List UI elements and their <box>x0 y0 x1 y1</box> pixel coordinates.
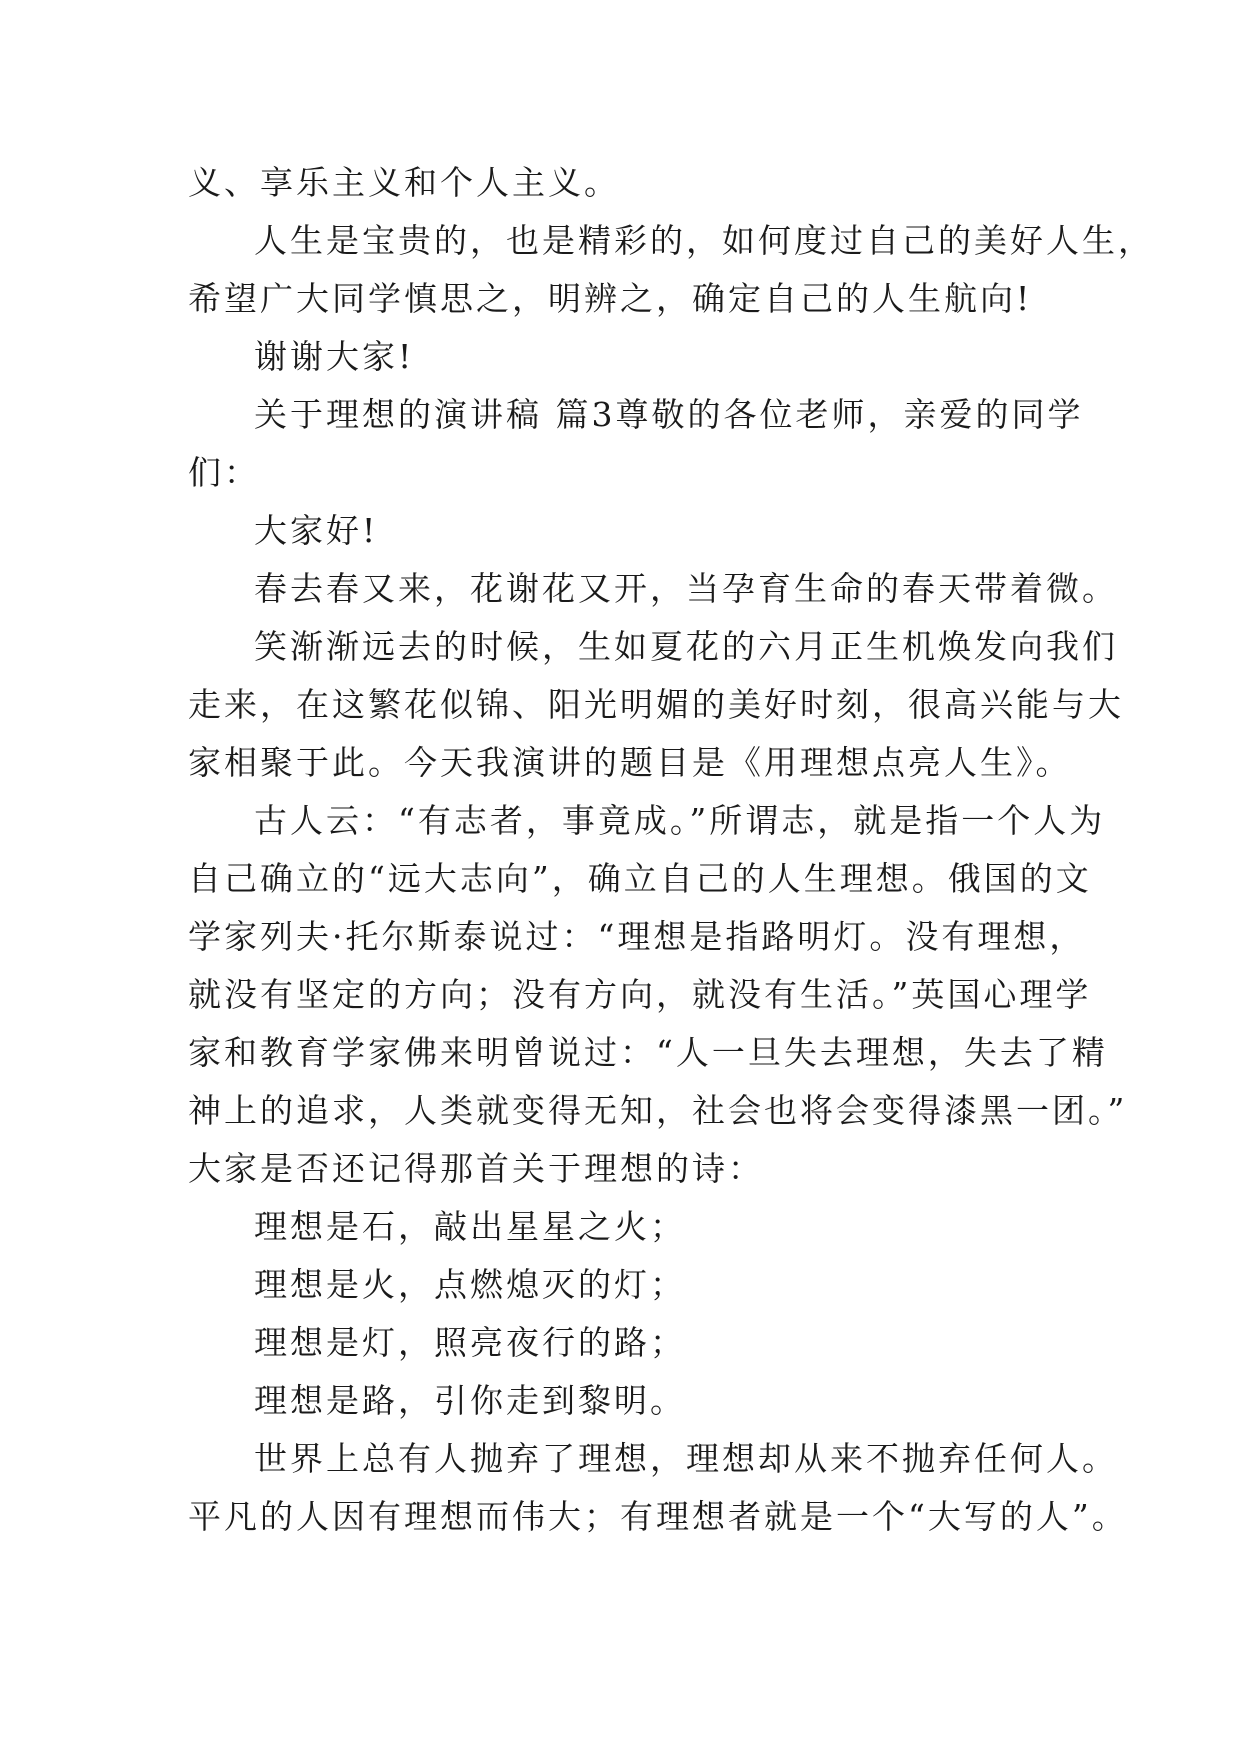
text-line <box>0 1140 1241 1198</box>
text-line-content: 义、享乐主义和个人主义。 <box>188 163 620 202</box>
text-line <box>0 618 1241 676</box>
text-line <box>0 444 1241 502</box>
text-line-content: 自己确立的“远大志向”，确立自己的人生理想。俄国的文 <box>188 859 1092 898</box>
text-line <box>0 1082 1241 1140</box>
text-line <box>0 560 1241 618</box>
text-line-content: 人生是宝贵的，也是精彩的，如何度过自己的美好人生， <box>254 221 1154 260</box>
text-line <box>0 734 1241 792</box>
text-line <box>0 386 1241 444</box>
text-line <box>0 1314 1241 1372</box>
text-line-content: 家相聚于此。今天我演讲的题目是《用理想点亮人生》。 <box>188 743 1072 782</box>
text-line <box>0 1024 1241 1082</box>
text-line-content: 平凡的人因有理想而伟大；有理想者就是一个“大写的人”。 <box>188 1497 1128 1536</box>
text-line <box>0 270 1241 328</box>
text-line-content: 谢谢大家! <box>254 337 415 376</box>
text-line <box>0 676 1241 734</box>
text-line <box>0 966 1241 1024</box>
text-line <box>0 1198 1241 1256</box>
text-line <box>0 1256 1241 1314</box>
text-line <box>0 328 1241 386</box>
text-line <box>0 154 1241 212</box>
text-line-content: 们： <box>188 453 260 492</box>
text-line-content: 走来，在这繁花似锦、阳光明媚的美好时刻，很高兴能与大 <box>188 685 1124 724</box>
text-line-content: 世界上总有人抛弃了理想，理想却从来不抛弃任何人。 <box>254 1439 1118 1478</box>
text-line <box>0 850 1241 908</box>
text-line <box>0 1488 1241 1546</box>
text-line-content: 学家列夫·托尔斯泰说过：“理想是指路明灯。没有理想， <box>188 917 1086 956</box>
text-line-content: 理想是石，敲出星星之火； <box>254 1207 686 1246</box>
text-line-content: 希望广大同学慎思之，明辨之，确定自己的人生航向! <box>188 279 1033 318</box>
text-line <box>0 212 1241 270</box>
text-line-content: 大家是否还记得那首关于理想的诗： <box>188 1149 764 1188</box>
text-line <box>0 908 1241 966</box>
text-line-content: 关于理想的演讲稿 篇3尊敬的各位老师，亲爱的同学 <box>254 395 1084 434</box>
text-line <box>0 1430 1241 1488</box>
text-line <box>0 502 1241 560</box>
text-line-content: 春去春又来，花谢花又开，当孕育生命的春天带着微。 <box>254 569 1118 608</box>
text-line-content: 神上的追求，人类就变得无知，社会也将会变得漆黑一团。” <box>188 1091 1128 1130</box>
text-line-content: 笑渐渐远去的时候，生如夏花的六月正生机焕发向我们 <box>254 627 1118 666</box>
text-line <box>0 792 1241 850</box>
text-line-content: 大家好! <box>254 511 379 550</box>
text-line-content: 理想是灯，照亮夜行的路； <box>254 1323 686 1362</box>
text-line-content: 就没有坚定的方向；没有方向，就没有生活。”英国心理学 <box>188 975 1092 1014</box>
text-line-content: 理想是火，点燃熄灭的灯； <box>254 1265 686 1304</box>
text-line-content: 古人云：“有志者，事竟成。”所谓志，就是指一个人为 <box>254 801 1106 840</box>
text-line <box>0 1372 1241 1430</box>
text-line-content: 理想是路，引你走到黎明。 <box>254 1381 686 1420</box>
text-line-content: 家和教育学家佛来明曾说过：“人一旦失去理想，失去了精 <box>188 1033 1108 1072</box>
